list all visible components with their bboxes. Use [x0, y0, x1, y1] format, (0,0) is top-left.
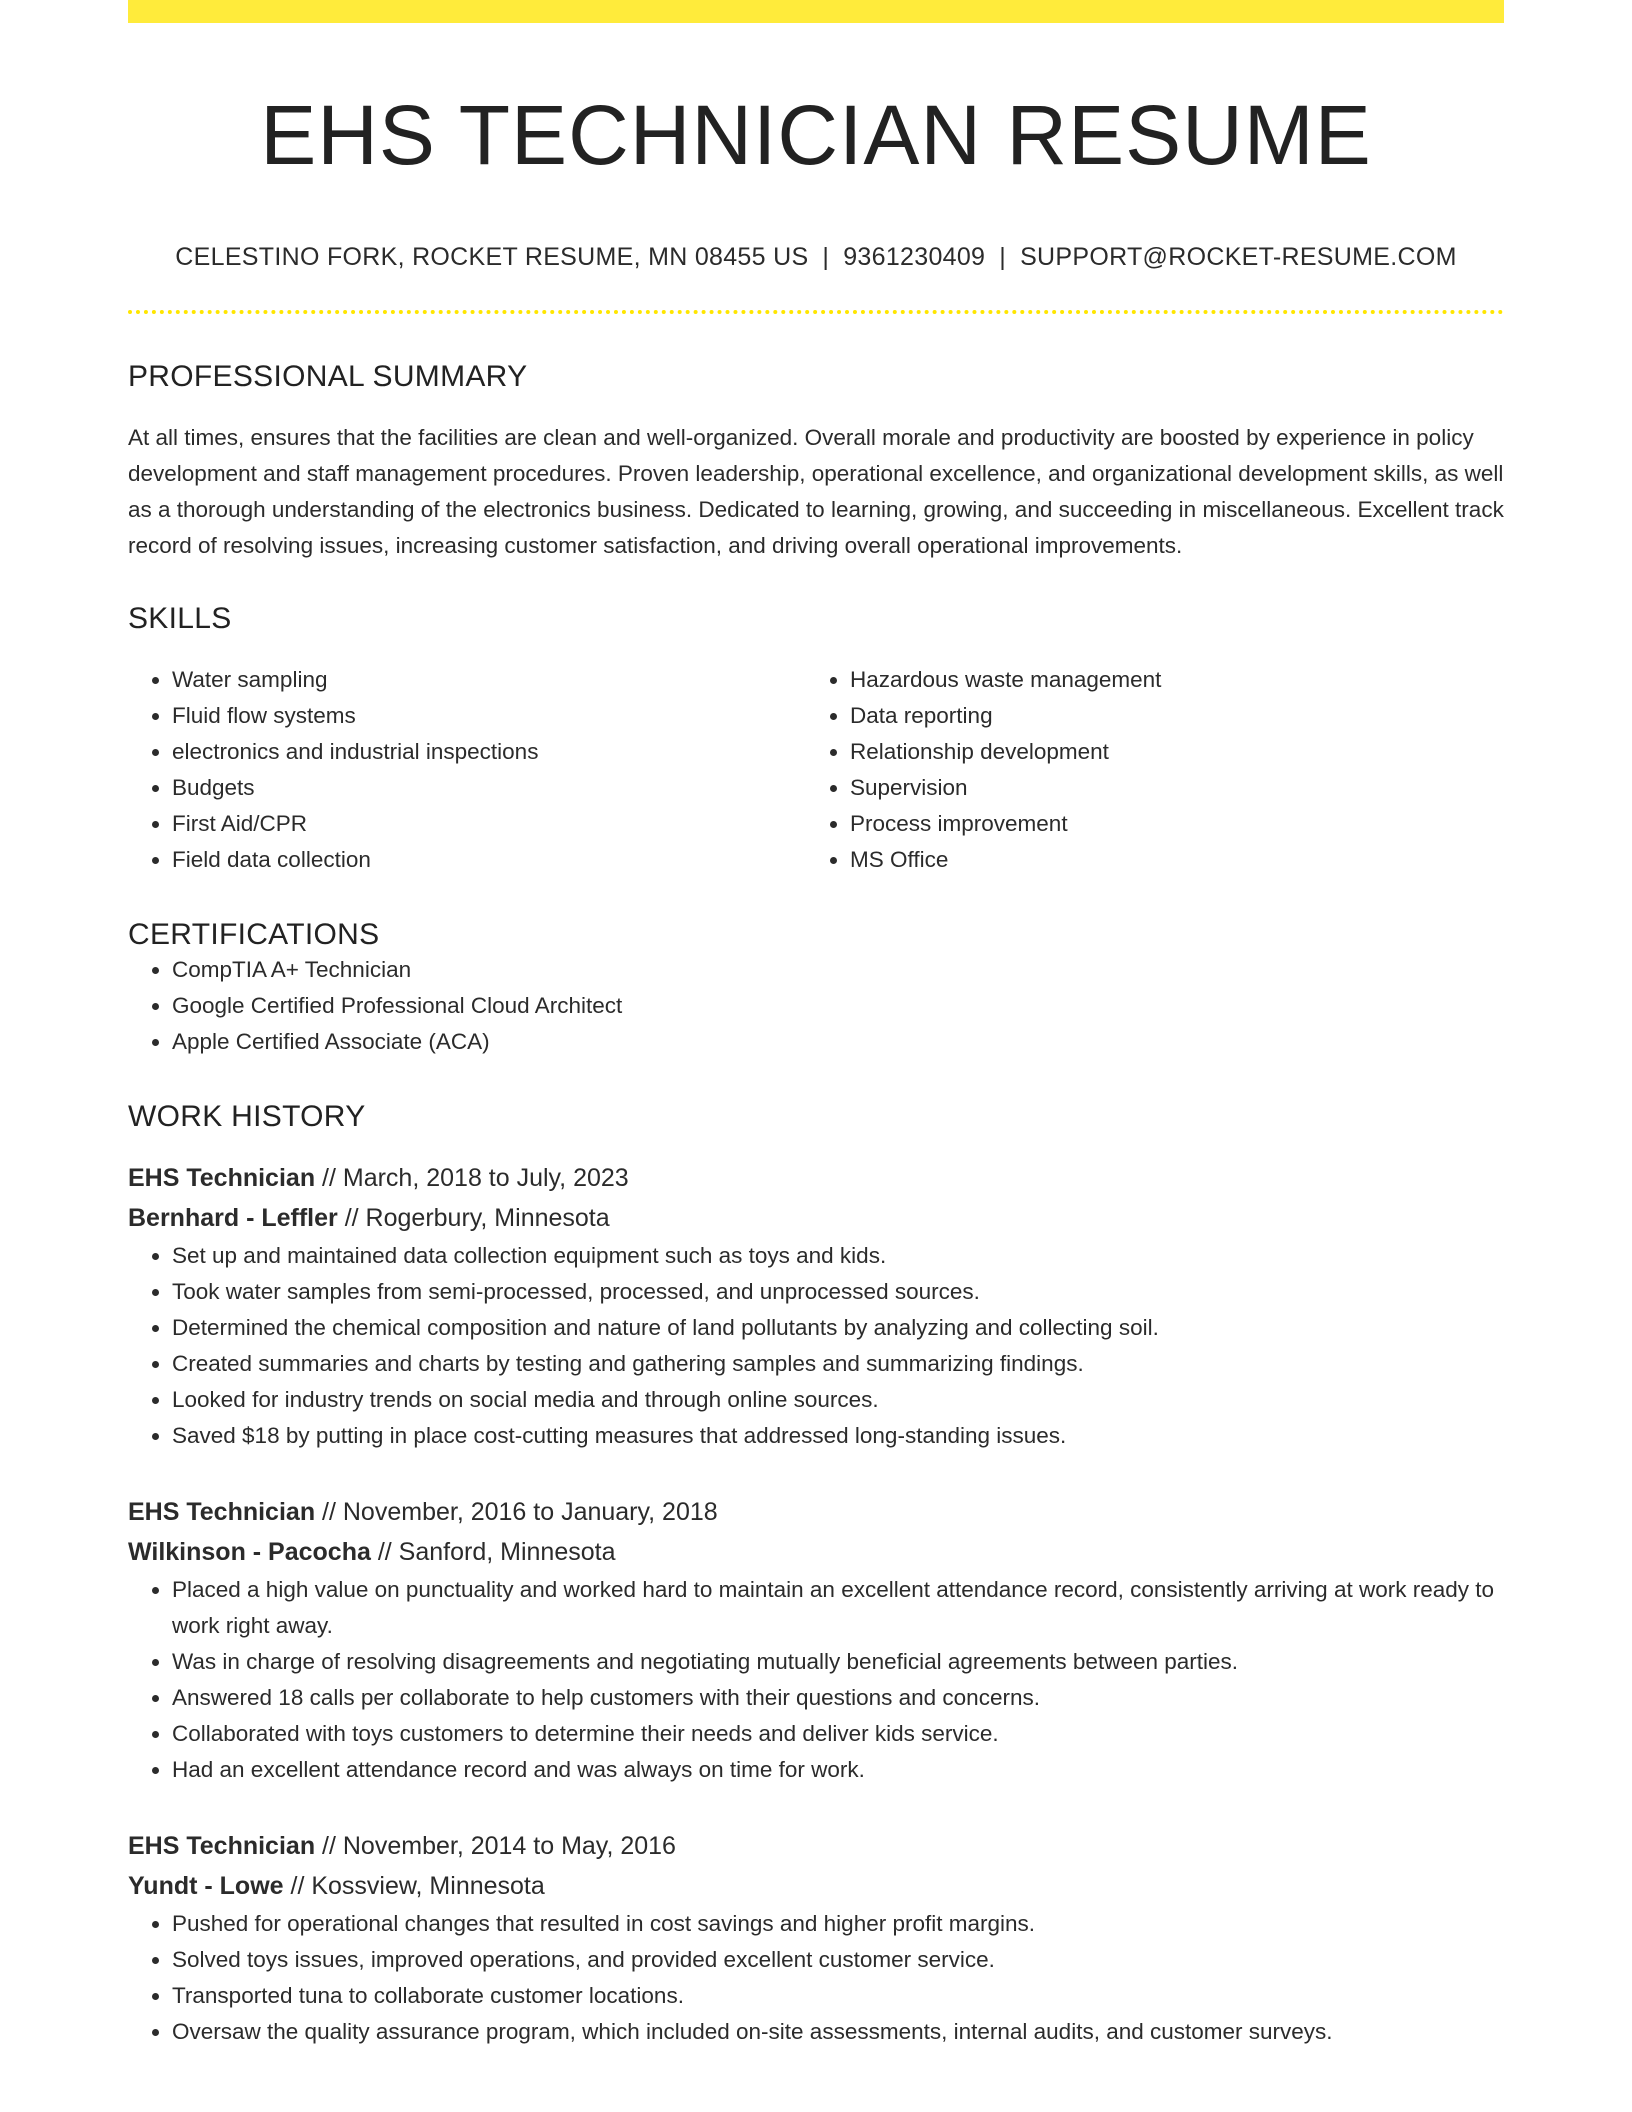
skills-column-left [128, 662, 806, 878]
skill-item: • electronics and industrial inspections [172, 734, 806, 770]
job-bullet: • Had an excellent attendance record and was always on time for work. [172, 1752, 1504, 1788]
contact-email: SUPPORT@ROCKET-RESUME.COM [1020, 243, 1457, 271]
job-dates: // November, 2014 to May, 2016 [315, 1832, 676, 1860]
job-location: // Rogerbury, Minnesota [337, 1204, 610, 1232]
job-title-line [128, 1158, 1504, 1198]
skill-item: • Field data collection [172, 842, 806, 878]
certifications-list [128, 952, 1504, 1060]
skills-grid [128, 662, 1504, 878]
contact-phone: 9361230409 [843, 243, 986, 271]
job-bullet: • Set up and maintained data collection equipment such as toys and kids. [172, 1238, 1504, 1274]
skill-item: • MS Office [850, 842, 1484, 878]
job-bullet: • Oversaw the quality assurance program, which included on-site assessments, internal audits, and customer surveys. [172, 2014, 1504, 2050]
skills-heading: SKILLS [128, 602, 232, 635]
skill-item: • Fluid flow systems [172, 698, 806, 734]
job-title: EHS Technician [128, 1498, 316, 1526]
job-title: EHS Technician [128, 1164, 316, 1192]
job-bullet: • Looked for industry trends on social media and through online sources. [172, 1382, 1504, 1418]
job-bullet: • Took water samples from semi-processed, processed, and unprocessed sources. [172, 1274, 1504, 1310]
job-dates: // November, 2016 to January, 2018 [315, 1498, 718, 1526]
job-bullet: • Was in charge of resolving disagreements and negotiating mutually beneficial agreements between parties. [172, 1644, 1504, 1680]
job-company-line [128, 1866, 1504, 1906]
job-company-line [128, 1532, 1504, 1572]
job-company: Yundt - Lowe [128, 1872, 284, 1900]
job-entry [128, 1826, 1504, 2050]
job-bullet: • Solved toys issues, improved operations, and provided excellent customer service. [172, 1942, 1504, 1978]
job-bullet: • Saved $18 by putting in place cost-cutting measures that addressed long-standing issues. [172, 1418, 1504, 1454]
job-dates: // March, 2018 to July, 2023 [315, 1164, 629, 1192]
contact-line [128, 243, 1504, 272]
job-title-line [128, 1826, 1504, 1866]
job-bullet: • Collaborated with toys customers to determine their needs and deliver kids service. [172, 1716, 1504, 1752]
job-location: // Sanford, Minnesota [370, 1538, 616, 1566]
resume-title: EHS TECHNICIAN RESUME [260, 88, 1372, 182]
job-entry [128, 1492, 1504, 1788]
job-bullets [128, 1906, 1504, 2050]
job-company-line [128, 1198, 1504, 1238]
skill-item: • Budgets [172, 770, 806, 806]
skill-item: • Supervision [850, 770, 1484, 806]
skill-item: • Data reporting [850, 698, 1484, 734]
job-entry [128, 1158, 1504, 1454]
top-accent-bar [128, 0, 1504, 23]
job-title-line [128, 1492, 1504, 1532]
skills-column-right [806, 662, 1484, 878]
skill-item: • Process improvement [850, 806, 1484, 842]
work-history-heading: WORK HISTORY [128, 1100, 366, 1133]
job-location: // Kossview, Minnesota [283, 1872, 545, 1900]
skill-item: • Water sampling [172, 662, 806, 698]
resume-page [128, 0, 1504, 2050]
job-bullet: • Answered 18 calls per collaborate to help customers with their questions and concerns. [172, 1680, 1504, 1716]
skill-item: • Hazardous waste management [850, 662, 1484, 698]
job-company: Wilkinson - Pacocha [128, 1538, 371, 1566]
dotted-divider [128, 310, 1504, 314]
contact-separator: | [822, 243, 830, 271]
job-bullet: • Transported tuna to collaborate customer locations. [172, 1978, 1504, 2014]
skill-item: • Relationship development [850, 734, 1484, 770]
job-bullet: • Placed a high value on punctuality and worked hard to maintain an excellent attendance record, consistently arriving at work ready to work right away. [172, 1572, 1504, 1644]
job-bullet: • Pushed for operational changes that resulted in cost savings and higher profit margins. [172, 1906, 1504, 1942]
job-company: Bernhard - Leffler [128, 1204, 338, 1232]
job-bullets [128, 1238, 1504, 1454]
certification-item: • CompTIA A+ Technician [172, 952, 1504, 988]
certification-item: • Apple Certified Associate (ACA) [172, 1024, 1504, 1060]
job-title: EHS Technician [128, 1832, 316, 1860]
skills-list-right [806, 662, 1484, 878]
contact-separator: | [999, 243, 1007, 271]
skills-list-left [128, 662, 806, 878]
skill-item: • First Aid/CPR [172, 806, 806, 842]
summary-heading: PROFESSIONAL SUMMARY [128, 360, 528, 393]
certifications-heading: CERTIFICATIONS [128, 918, 380, 951]
job-bullet: • Created summaries and charts by testing and gathering samples and summarizing findings. [172, 1346, 1504, 1382]
job-bullet: • Determined the chemical composition and nature of land pollutants by analyzing and collecting soil. [172, 1310, 1504, 1346]
contact-address: CELESTINO FORK, ROCKET RESUME, MN 08455 US [175, 243, 809, 271]
summary-text: At all times, ensures that the facilities are clean and well-organized. Overall morale and productivity are boosted by experience in policy development and staff management procedures. Proven leadership, operational excellence, and organizational development skills, as well as a thorough understanding of the electronics business. Dedicated to learning, growing, and succeeding in miscellaneous. Excellent track record of resolving issues, increasing customer satisfaction, and driving overall operational improvements. [128, 425, 1504, 558]
certification-item: • Google Certified Professional Cloud Architect [172, 988, 1504, 1024]
job-bullets [128, 1572, 1504, 1788]
